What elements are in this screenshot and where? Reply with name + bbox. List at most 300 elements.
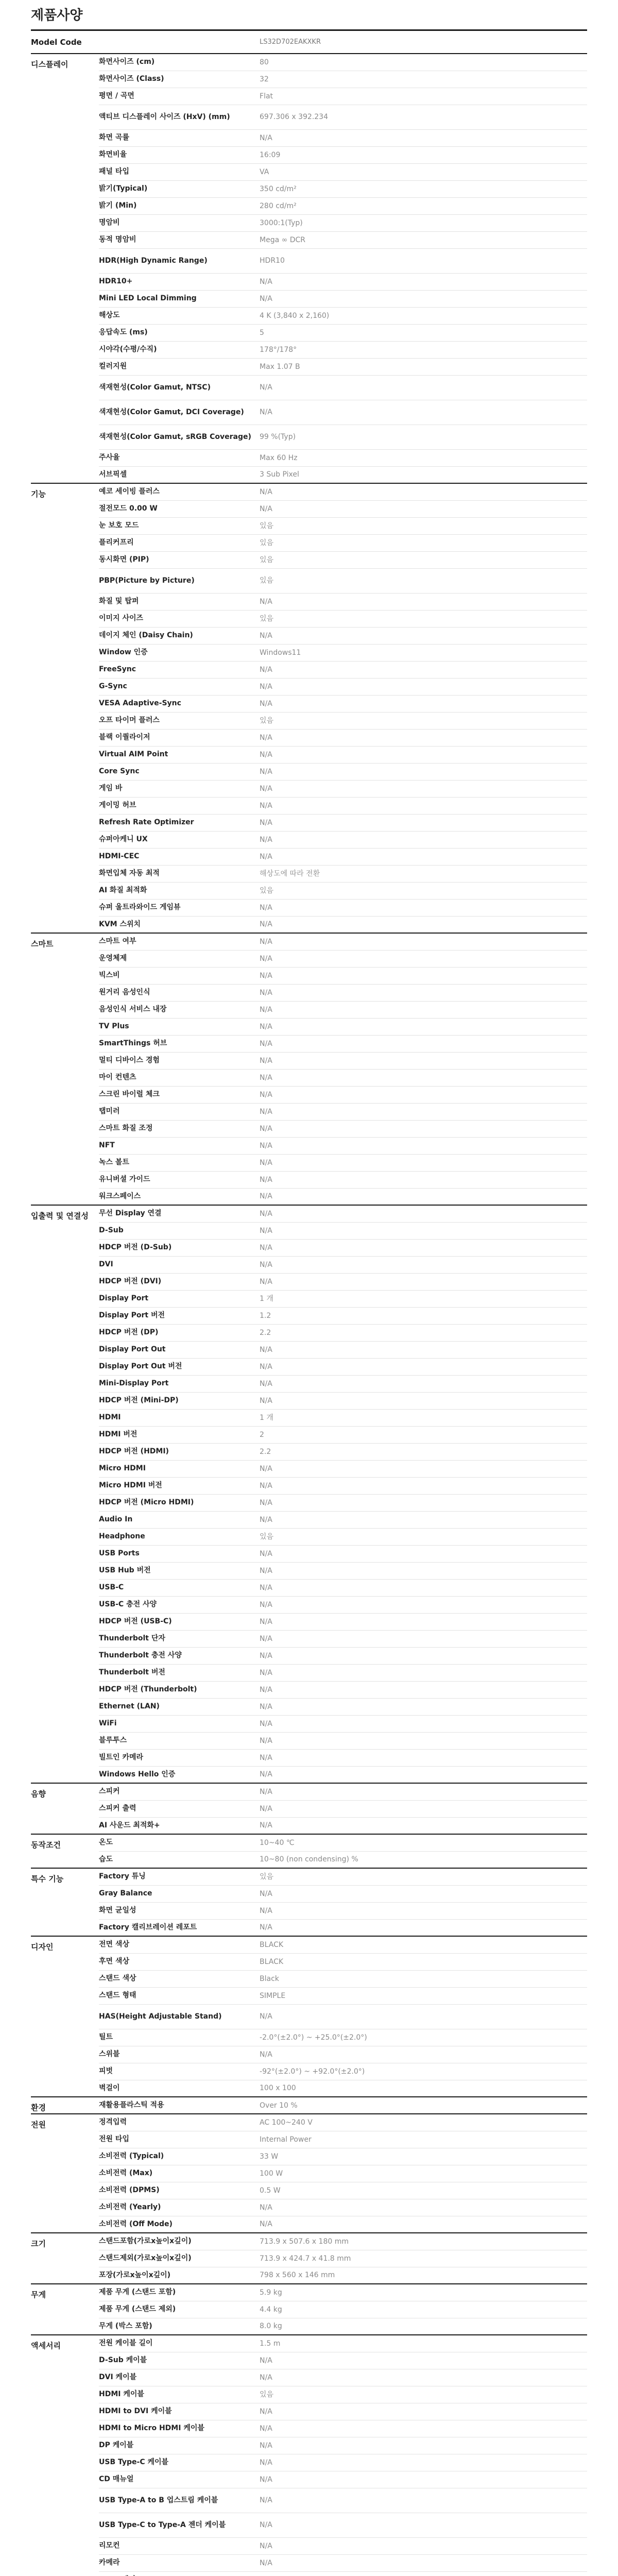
spec-row xyxy=(31,400,587,425)
spec-label: 습도 xyxy=(99,1851,260,1868)
spec-label: Headphone xyxy=(99,1528,260,1545)
spec-row xyxy=(31,2335,587,2352)
spec-label: 소비전력 (Max) xyxy=(99,2165,260,2182)
spec-row xyxy=(31,2301,587,2318)
spec-label: USB Hub 버전 xyxy=(99,1562,260,1579)
spec-row xyxy=(31,307,587,324)
spec-row xyxy=(31,290,587,307)
spec-value: 713.9 x 507.6 x 180 mm xyxy=(260,2233,587,2250)
spec-row xyxy=(31,105,587,129)
spec-value: Max 60 Hz xyxy=(260,449,587,466)
spec-row xyxy=(31,1715,587,1732)
spec-label: 포장(가로x높이x깊이) xyxy=(99,2267,260,2284)
spec-label: USB Ports xyxy=(99,1545,260,1562)
spec-label: HDCP 버전 (DVI) xyxy=(99,1273,260,1290)
spec-label: Thunderbolt 버전 xyxy=(99,1664,260,1681)
spec-value: N/A xyxy=(260,2420,587,2437)
spec-label: 패널 타입 xyxy=(99,163,260,180)
spec-value: N/A xyxy=(260,1494,587,1511)
spec-value: 99 %(Typ) xyxy=(260,425,587,449)
spec-value: N/A xyxy=(260,2513,587,2537)
section-name: 액세서리 xyxy=(31,2335,99,2576)
spec-row xyxy=(31,1647,587,1664)
spec-row xyxy=(31,1613,587,1630)
spec-label: HDCP 버전 (Mini-DP) xyxy=(99,1392,260,1409)
spec-value: SIMPLE xyxy=(260,1987,587,2004)
spec-label: DVI 케이블 xyxy=(99,2369,260,2386)
spec-section xyxy=(31,483,587,933)
spec-value: 5 xyxy=(260,324,587,341)
spec-row xyxy=(31,324,587,341)
spec-section xyxy=(31,54,587,483)
spec-label: Windows Hello 인증 xyxy=(99,1766,260,1783)
spec-value: 1.2 xyxy=(260,1307,587,1324)
spec-value: N/A xyxy=(260,273,587,290)
spec-label: 운영체제 xyxy=(99,950,260,967)
spec-value: AC 100~240 V xyxy=(260,2114,587,2131)
spec-label: HDMI-CEC xyxy=(99,848,260,865)
spec-value: N/A xyxy=(260,1783,587,1800)
spec-row xyxy=(31,1596,587,1613)
spec-row xyxy=(31,1086,587,1103)
spec-row xyxy=(31,551,587,568)
spec-value: N/A xyxy=(260,780,587,797)
spec-value: N/A xyxy=(260,2454,587,2471)
spec-label: HDCP 버전 (USB-C) xyxy=(99,1613,260,1630)
spec-value: 33 W xyxy=(260,2148,587,2165)
spec-row xyxy=(31,1953,587,1970)
spec-value: 798 x 560 x 146 mm xyxy=(260,2267,587,2284)
spec-row xyxy=(31,2097,587,2114)
spec-value: N/A xyxy=(260,1137,587,1154)
spec-value: 있음 xyxy=(260,551,587,568)
spec-section xyxy=(31,1783,587,1834)
spec-value: 16:09 xyxy=(260,146,587,163)
spec-label: Factory 캘리브레이션 레포트 xyxy=(99,1919,260,1936)
spec-label: 화면입체 자동 최적 xyxy=(99,865,260,882)
spec-row xyxy=(31,1528,587,1545)
spec-value: 3 Sub Pixel xyxy=(260,466,587,483)
spec-row xyxy=(31,2284,587,2301)
spec-value: BLACK xyxy=(260,1953,587,1970)
spec-label: HDCP 버전 (Thunderbolt) xyxy=(99,1681,260,1698)
spec-label: 시야각(수평/수직) xyxy=(99,341,260,358)
spec-value: N/A xyxy=(260,483,587,500)
spec-row xyxy=(31,1460,587,1477)
spec-row xyxy=(31,500,587,517)
spec-value: N/A xyxy=(260,984,587,1001)
spec-value: 10~40 ℃ xyxy=(260,1834,587,1851)
spec-label: 정격입력 xyxy=(99,2114,260,2131)
spec-label: HDMI 버전 xyxy=(99,1426,260,1443)
spec-value: 3000:1(Typ) xyxy=(260,214,587,231)
spec-label: HDCP 버전 (HDMI) xyxy=(99,1443,260,1460)
spec-row xyxy=(31,1375,587,1392)
spec-value: N/A xyxy=(260,695,587,712)
spec-value: N/A xyxy=(260,2046,587,2063)
spec-label: 소비전력 (DPMS) xyxy=(99,2182,260,2199)
spec-label: Gray Balance xyxy=(99,1885,260,1902)
spec-value: N/A xyxy=(260,1715,587,1732)
spec-value: N/A xyxy=(260,763,587,780)
spec-label: NFT xyxy=(99,1137,260,1154)
spec-row xyxy=(31,1052,587,1069)
spec-value: N/A xyxy=(260,1171,587,1188)
spec-row xyxy=(31,1171,587,1188)
spec-row xyxy=(31,1120,587,1137)
spec-label: Thunderbolt 단자 xyxy=(99,1630,260,1647)
spec-value: N/A xyxy=(260,1664,587,1681)
spec-value: 8.0 kg xyxy=(260,2318,587,2335)
page-title: 제품사양 xyxy=(31,0,587,31)
spec-row xyxy=(31,1001,587,1018)
spec-value: N/A xyxy=(260,1579,587,1596)
spec-label: Micro HDMI xyxy=(99,1460,260,1477)
spec-value: N/A xyxy=(260,916,587,933)
spec-value: 80 xyxy=(260,54,587,71)
spec-label: HDMI 케이블 xyxy=(99,2386,260,2403)
spec-label: 피벗 xyxy=(99,2063,260,2080)
spec-label: CD 매뉴얼 xyxy=(99,2471,260,2488)
spec-row xyxy=(31,425,587,449)
spec-section xyxy=(31,1936,587,2097)
spec-label: 리모컨 xyxy=(99,2537,260,2554)
spec-row xyxy=(31,1324,587,1341)
spec-value: N/A xyxy=(260,1001,587,1018)
spec-row xyxy=(31,1868,587,1885)
spec-row xyxy=(31,2233,587,2250)
spec-row xyxy=(31,1341,587,1358)
spec-label: 눈 보호 모드 xyxy=(99,517,260,534)
spec-value: N/A xyxy=(260,2216,587,2233)
spec-value: N/A xyxy=(260,2537,587,2554)
spec-label: 예코 세이빙 플러스 xyxy=(99,483,260,500)
spec-row xyxy=(31,1256,587,1273)
spec-value: N/A xyxy=(260,1120,587,1137)
spec-table xyxy=(31,31,587,2576)
spec-row xyxy=(31,644,587,661)
spec-row xyxy=(31,2004,587,2029)
spec-value: 있음 xyxy=(260,534,587,551)
spec-row xyxy=(31,746,587,763)
spec-row xyxy=(31,2250,587,2267)
spec-label: WiFi xyxy=(99,1715,260,1732)
spec-label: 블루투스 xyxy=(99,1732,260,1749)
spec-row xyxy=(31,341,587,358)
spec-value: N/A xyxy=(260,290,587,307)
spec-row xyxy=(31,2080,587,2097)
spec-section xyxy=(31,1834,587,1868)
spec-label: HDR10+ xyxy=(99,273,260,290)
spec-value: N/A xyxy=(260,1358,587,1375)
spec-label: 명암비 xyxy=(99,214,260,231)
spec-value: 해상도에 따라 전환 xyxy=(260,865,587,882)
spec-row xyxy=(31,2318,587,2335)
spec-row xyxy=(31,899,587,916)
spec-value: N/A xyxy=(260,814,587,831)
spec-value: N/A xyxy=(260,831,587,848)
spec-row xyxy=(31,248,587,273)
spec-row xyxy=(31,1307,587,1324)
spec-value: N/A xyxy=(260,1103,587,1120)
spec-row xyxy=(31,1630,587,1647)
spec-value: 2.2 xyxy=(260,1324,587,1341)
spec-label: 색재현성(Color Gamut, sRGB Coverage) xyxy=(99,425,260,449)
spec-label: USB-C 충전 사양 xyxy=(99,1596,260,1613)
spec-label: FreeSync xyxy=(99,661,260,678)
spec-row xyxy=(31,2571,587,2576)
spec-label: USB-C xyxy=(99,1579,260,1596)
spec-value: Max 1.07 B xyxy=(260,358,587,375)
spec-label: 스위블 xyxy=(99,2046,260,2063)
spec-label: SmartThings 허브 xyxy=(99,1035,260,1052)
spec-row xyxy=(31,1664,587,1681)
spec-label: 색재현성(Color Gamut, NTSC) xyxy=(99,375,260,400)
spec-value: BLACK xyxy=(260,1936,587,1953)
spec-row xyxy=(31,88,587,105)
spec-value: 1.5 m xyxy=(260,2335,587,2352)
section-name: 입출력 및 연결성 xyxy=(31,1205,99,1783)
spec-label: Display Port xyxy=(99,1290,260,1307)
spec-value: N/A xyxy=(260,1647,587,1664)
section-name: 크기 xyxy=(31,2233,99,2284)
spec-value: N/A xyxy=(260,1273,587,1290)
spec-value: N/A xyxy=(260,1375,587,1392)
spec-label: USB Type-C 케이블 xyxy=(99,2454,260,2471)
spec-row xyxy=(31,1800,587,1817)
spec-row xyxy=(31,375,587,400)
spec-row xyxy=(31,358,587,375)
spec-row xyxy=(31,2488,587,2513)
spec-row xyxy=(31,2537,587,2554)
spec-label: Refresh Rate Optimizer xyxy=(99,814,260,831)
spec-value: N/A xyxy=(260,1341,587,1358)
spec-value: Over 10 % xyxy=(260,2097,587,2114)
spec-value: N/A xyxy=(260,1562,587,1579)
spec-row xyxy=(31,214,587,231)
spec-row xyxy=(31,2554,587,2571)
spec-value: N/A xyxy=(260,967,587,984)
spec-value: N/A xyxy=(260,950,587,967)
spec-label: 전면 색상 xyxy=(99,1936,260,1953)
spec-value: N/A xyxy=(260,1052,587,1069)
spec-value: -92°(±2.0°) ~ +92.0°(±2.0°) xyxy=(260,2063,587,2080)
spec-label: 밝기(Typical) xyxy=(99,180,260,197)
spec-label: HDCP 버전 (DP) xyxy=(99,1324,260,1341)
spec-label: 플리커프리 xyxy=(99,534,260,551)
spec-label: Window 인증 xyxy=(99,644,260,661)
spec-row xyxy=(31,2148,587,2165)
spec-row xyxy=(31,1562,587,1579)
spec-value: 있음 xyxy=(260,1868,587,1885)
spec-section xyxy=(31,2335,587,2576)
spec-row xyxy=(31,1987,587,2004)
spec-label: G-Sync xyxy=(99,678,260,695)
spec-value: N/A xyxy=(260,1511,587,1528)
spec-value: N/A xyxy=(260,1035,587,1052)
spec-value: N/A xyxy=(260,375,587,400)
spec-row xyxy=(31,967,587,984)
spec-row xyxy=(31,2216,587,2233)
spec-label: Core Sync xyxy=(99,763,260,780)
spec-value: N/A xyxy=(260,129,587,146)
spec-label: VESA Adaptive-Sync xyxy=(99,695,260,712)
spec-value: N/A xyxy=(260,400,587,425)
spec-label: 절전모드 0.00 W xyxy=(99,500,260,517)
spec-value: 178°/178° xyxy=(260,341,587,358)
spec-label: 재활용플라스틱 적용 xyxy=(99,2097,260,2114)
spec-value: N/A xyxy=(260,746,587,763)
spec-value: Black xyxy=(260,1970,587,1987)
spec-row xyxy=(31,1443,587,1460)
spec-value: HDR10 xyxy=(260,248,587,273)
spec-value: N/A xyxy=(260,2004,587,2029)
spec-value: N/A xyxy=(260,1698,587,1715)
spec-value: N/A xyxy=(260,2199,587,2216)
spec-row xyxy=(31,610,587,627)
spec-label: KVM 스위치 xyxy=(99,916,260,933)
spec-row xyxy=(31,1409,587,1426)
spec-label: 워크스페이스 xyxy=(99,1188,260,1205)
spec-value: 있음 xyxy=(260,1528,587,1545)
spec-label: 멀티 디바이스 경험 xyxy=(99,1052,260,1069)
spec-value: N/A xyxy=(260,1613,587,1630)
spec-label: 게이밍 허브 xyxy=(99,797,260,814)
spec-label: 화면사이즈 (Class) xyxy=(99,71,260,88)
spec-value: N/A xyxy=(260,1477,587,1494)
spec-row xyxy=(31,2437,587,2454)
spec-value: N/A xyxy=(260,848,587,865)
spec-label: USB Type-A to B 업스트림 케이블 xyxy=(99,2488,260,2513)
spec-value: N/A xyxy=(260,500,587,517)
spec-label: PBP(Picture by Picture) xyxy=(99,568,260,593)
spec-row xyxy=(31,2165,587,2182)
spec-value: 1 개 xyxy=(260,1290,587,1307)
spec-label: 원거리 음성인식 xyxy=(99,984,260,1001)
spec-value: N/A xyxy=(260,1545,587,1562)
spec-label: Ethernet (LAN) xyxy=(99,1698,260,1715)
spec-row xyxy=(31,1358,587,1375)
spec-label: 색재현성(Color Gamut, DCI Coverage) xyxy=(99,400,260,425)
spec-row xyxy=(31,2182,587,2199)
spec-row xyxy=(31,1936,587,1953)
spec-label: HAS(Height Adjustable Stand) xyxy=(99,2004,260,2029)
spec-row xyxy=(31,865,587,882)
spec-value: 32 xyxy=(260,71,587,88)
spec-label: 화면비율 xyxy=(99,146,260,163)
spec-value: N/A xyxy=(260,1902,587,1919)
spec-label: DVI xyxy=(99,1256,260,1273)
spec-row xyxy=(31,2029,587,2046)
spec-row xyxy=(31,2420,587,2437)
spec-label: 빌트인 카메라 xyxy=(99,1749,260,1766)
spec-value: -2.0°(±2.0°) ~ +25.0°(±2.0°) xyxy=(260,2029,587,2046)
spec-value: N/A xyxy=(260,2352,587,2369)
spec-row xyxy=(31,1222,587,1239)
spec-value: N/A xyxy=(260,1630,587,1647)
spec-label: 이미지 사이즈 xyxy=(99,610,260,627)
spec-row xyxy=(31,1239,587,1256)
spec-row xyxy=(31,1511,587,1528)
spec-label: 스피커 출력 xyxy=(99,1800,260,1817)
spec-value: N/A xyxy=(260,1885,587,1902)
spec-row xyxy=(31,1103,587,1120)
spec-label: 스탠드포함(가로x높이x깊이) xyxy=(99,2233,260,2250)
spec-label: 마이 컨텐츠 xyxy=(99,1069,260,1086)
spec-value: N/A xyxy=(260,933,587,950)
spec-label: 제품 무게 (스탠드 제외) xyxy=(99,2301,260,2318)
spec-row xyxy=(31,1154,587,1171)
spec-value: N/A xyxy=(260,1749,587,1766)
spec-row xyxy=(31,916,587,933)
spec-row xyxy=(31,1783,587,1800)
spec-row xyxy=(31,780,587,797)
spec-row xyxy=(31,1494,587,1511)
spec-label: Thunderbolt 충전 사양 xyxy=(99,1647,260,1664)
spec-row xyxy=(31,2369,587,2386)
spec-row xyxy=(31,797,587,814)
spec-label: Virtual AIM Point xyxy=(99,746,260,763)
spec-label: 카메라 xyxy=(99,2554,260,2571)
spec-value: 100 x 100 xyxy=(260,2080,587,2097)
spec-label: D-Sub 케이블 xyxy=(99,2352,260,2369)
spec-value: N/A xyxy=(260,593,587,610)
spec-row xyxy=(31,1018,587,1035)
spec-row xyxy=(31,1477,587,1494)
spec-row xyxy=(31,1902,587,1919)
spec-label: 액티브 디스플레이 사이즈 (HxV) (mm) xyxy=(99,105,260,129)
spec-label: 음성인식 서비스 내장 xyxy=(99,1001,260,1018)
spec-row xyxy=(31,814,587,831)
spec-label: 스마트 화질 조정 xyxy=(99,1120,260,1137)
spec-section xyxy=(31,2233,587,2284)
spec-row xyxy=(31,2046,587,2063)
spec-row xyxy=(31,1851,587,1868)
spec-value: 있음 xyxy=(260,517,587,534)
spec-label: 컬러지원 xyxy=(99,358,260,375)
spec-value: N/A xyxy=(260,1086,587,1103)
spec-label: 주사율 xyxy=(99,449,260,466)
spec-label: 오프 타이머 플러스 xyxy=(99,712,260,729)
spec-row xyxy=(31,678,587,695)
spec-row xyxy=(31,1766,587,1783)
spec-label: 데이지 체인 (Daisy Chain) xyxy=(99,627,260,644)
spec-row xyxy=(31,1035,587,1052)
spec-row xyxy=(31,1426,587,1443)
spec-label: Mini-Display Port xyxy=(99,1375,260,1392)
spec-row xyxy=(31,2471,587,2488)
spec-value: N/A xyxy=(260,2471,587,2488)
spec-row xyxy=(31,593,587,610)
spec-row xyxy=(31,1392,587,1409)
section-name: 스마트 xyxy=(31,933,99,1205)
spec-row xyxy=(31,129,587,146)
spec-row xyxy=(31,466,587,483)
spec-row xyxy=(31,1069,587,1086)
spec-row xyxy=(31,2513,587,2537)
spec-row xyxy=(31,882,587,899)
spec-row xyxy=(31,695,587,712)
spec-row xyxy=(31,231,587,248)
spec-value: 5.9 kg xyxy=(260,2284,587,2301)
spec-label: 스마트 여부 xyxy=(99,933,260,950)
spec-value: Flat xyxy=(260,88,587,105)
spec-label: 화면 균일성 xyxy=(99,1902,260,1919)
spec-row xyxy=(31,1919,587,1936)
spec-label: 게임 바 xyxy=(99,780,260,797)
spec-label: 유니버셜 가이드 xyxy=(99,1171,260,1188)
spec-label: AI 화질 최적화 xyxy=(99,882,260,899)
